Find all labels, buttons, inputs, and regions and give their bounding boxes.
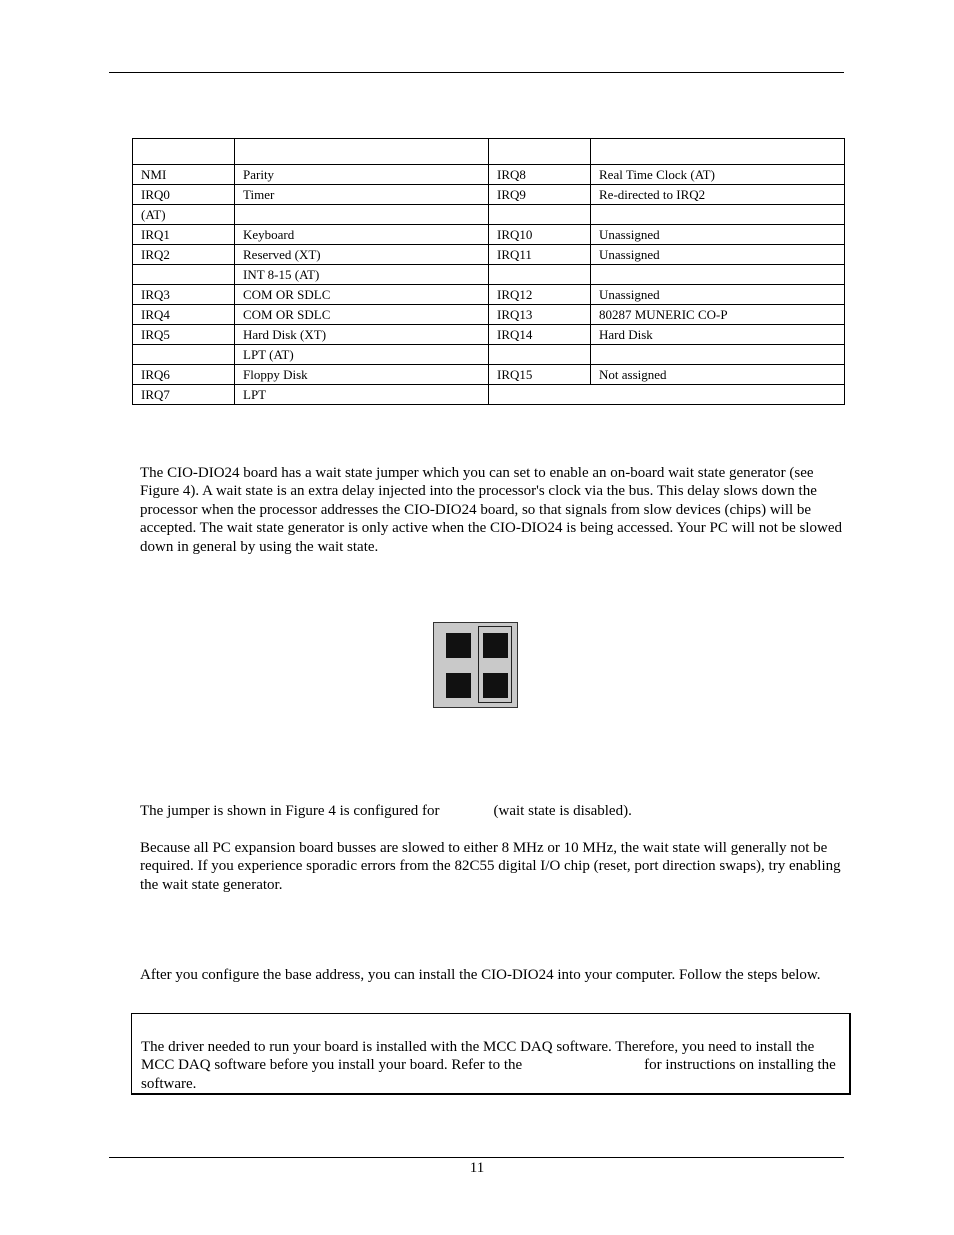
software-note-box bbox=[131, 1013, 851, 1095]
jumper-config-paragraph bbox=[140, 802, 845, 820]
jumper-pin bbox=[446, 633, 471, 658]
table-row bbox=[133, 345, 845, 365]
table-cell: Hard Disk (XT) bbox=[235, 325, 489, 345]
table-row bbox=[133, 205, 845, 225]
irq-assignment-table bbox=[132, 138, 845, 405]
table-cell bbox=[591, 205, 845, 225]
table-row bbox=[133, 245, 845, 265]
table-cell: Keyboard bbox=[235, 225, 489, 245]
table-row bbox=[133, 325, 845, 345]
table-cell bbox=[133, 345, 235, 365]
table-cell: Unassigned bbox=[591, 285, 845, 305]
wait-state-jumper-figure bbox=[433, 622, 518, 708]
table-cell: Floppy Disk bbox=[235, 365, 489, 385]
table-row bbox=[133, 185, 845, 205]
table-header-cell bbox=[489, 139, 591, 165]
table-row bbox=[133, 225, 845, 245]
table-cell: Parity bbox=[235, 165, 489, 185]
jumper-config-text: The jumper is shown in Figure 4 is configured for bbox=[140, 803, 440, 819]
table-row bbox=[133, 165, 845, 185]
note-text bbox=[141, 1038, 841, 1093]
table-cell bbox=[489, 345, 591, 365]
table-row bbox=[133, 265, 845, 285]
table-header-cell bbox=[235, 139, 489, 165]
table-cell: COM OR SDLC bbox=[235, 305, 489, 325]
table-cell: IRQ0 bbox=[133, 185, 235, 205]
note-text-part: The driver needed to run your board is installed with the MCC DAQ software. Therefore, you need to install the MCC DAQ software before you install your board. Refer to the bbox=[141, 1039, 815, 1074]
table-cell: IRQ9 bbox=[489, 185, 591, 205]
table-cell: Not assigned bbox=[591, 365, 845, 385]
table-cell: Re-directed to IRQ2 bbox=[591, 185, 845, 205]
table-cell: IRQ10 bbox=[489, 225, 591, 245]
header-rule bbox=[109, 72, 844, 73]
table-cell: Timer bbox=[235, 185, 489, 205]
table-cell: IRQ11 bbox=[489, 245, 591, 265]
table-cell: COM OR SDLC bbox=[235, 285, 489, 305]
table-cell: IRQ3 bbox=[133, 285, 235, 305]
table-cell bbox=[489, 205, 591, 225]
jumper-config-text: (wait state is disabled). bbox=[493, 803, 632, 819]
table-row bbox=[133, 365, 845, 385]
table-header-cell bbox=[591, 139, 845, 165]
table-cell: 80287 MUNERIC CO-P bbox=[591, 305, 845, 325]
jumper-shunt-outline bbox=[478, 626, 512, 703]
table-cell: IRQ7 bbox=[133, 385, 235, 405]
table-cell: IRQ8 bbox=[489, 165, 591, 185]
table-header-cell bbox=[133, 139, 235, 165]
jumper-pin bbox=[446, 673, 471, 698]
expansion-bus-paragraph: Because all PC expansion board busses are slowed to either 8 MHz or 10 MHz, the wait state will generally not be required. If you experience sporadic errors from the 82C55 digital I/O chip (reset, port direction swaps), try enabling the wait state generator. bbox=[140, 840, 841, 893]
table-header-row bbox=[133, 139, 845, 165]
table-cell bbox=[591, 265, 845, 285]
table-cell bbox=[591, 345, 845, 365]
table-cell: Real Time Clock (AT) bbox=[591, 165, 845, 185]
page-number: 11 bbox=[469, 1160, 485, 1176]
table-row bbox=[133, 285, 845, 305]
table-cell: Reserved (XT) bbox=[235, 245, 489, 265]
table-cell: IRQ2 bbox=[133, 245, 235, 265]
table-cell: IRQ5 bbox=[133, 325, 235, 345]
table-row bbox=[133, 305, 845, 325]
table-cell: IRQ14 bbox=[489, 325, 591, 345]
install-paragraph: After you configure the base address, you can install the CIO-DIO24 into your computer. Follow the steps below. bbox=[140, 967, 821, 983]
table-cell: LPT (AT) bbox=[235, 345, 489, 365]
table-cell: IRQ6 bbox=[133, 365, 235, 385]
table-cell: IRQ13 bbox=[489, 305, 591, 325]
table-cell: NMI bbox=[133, 165, 235, 185]
note-text-part: for instructions on installing the software. bbox=[141, 1057, 836, 1092]
table-cell-empty bbox=[489, 385, 845, 405]
table-cell: IRQ1 bbox=[133, 225, 235, 245]
table-cell: Unassigned bbox=[591, 245, 845, 265]
table-cell: Hard Disk bbox=[591, 325, 845, 345]
table-cell: Unassigned bbox=[591, 225, 845, 245]
table-cell bbox=[133, 265, 235, 285]
table-cell: (AT) bbox=[133, 205, 235, 225]
wait-state-paragraph: The CIO-DIO24 board has a wait state jumper which you can set to enable an on-board wait state generator (see Figure 4). A wait state is an extra delay injected into the processor's clock via the bus. This delay slows down the processor when the processor addresses the CIO-DIO24 board, so that signals from slow devices (chips) will be accepted. The wait state generator is only active when the CIO-DIO24 is being accessed. Your PC will not be slowed down in general by using the wait state. bbox=[140, 465, 843, 555]
footer-rule bbox=[109, 1157, 844, 1158]
table-cell: LPT bbox=[235, 385, 489, 405]
table-cell bbox=[489, 265, 591, 285]
table-cell: IRQ12 bbox=[489, 285, 591, 305]
table-row bbox=[133, 385, 845, 405]
table-cell: INT 8-15 (AT) bbox=[235, 265, 489, 285]
table-cell: IRQ15 bbox=[489, 365, 591, 385]
table-cell bbox=[235, 205, 489, 225]
table-cell: IRQ4 bbox=[133, 305, 235, 325]
